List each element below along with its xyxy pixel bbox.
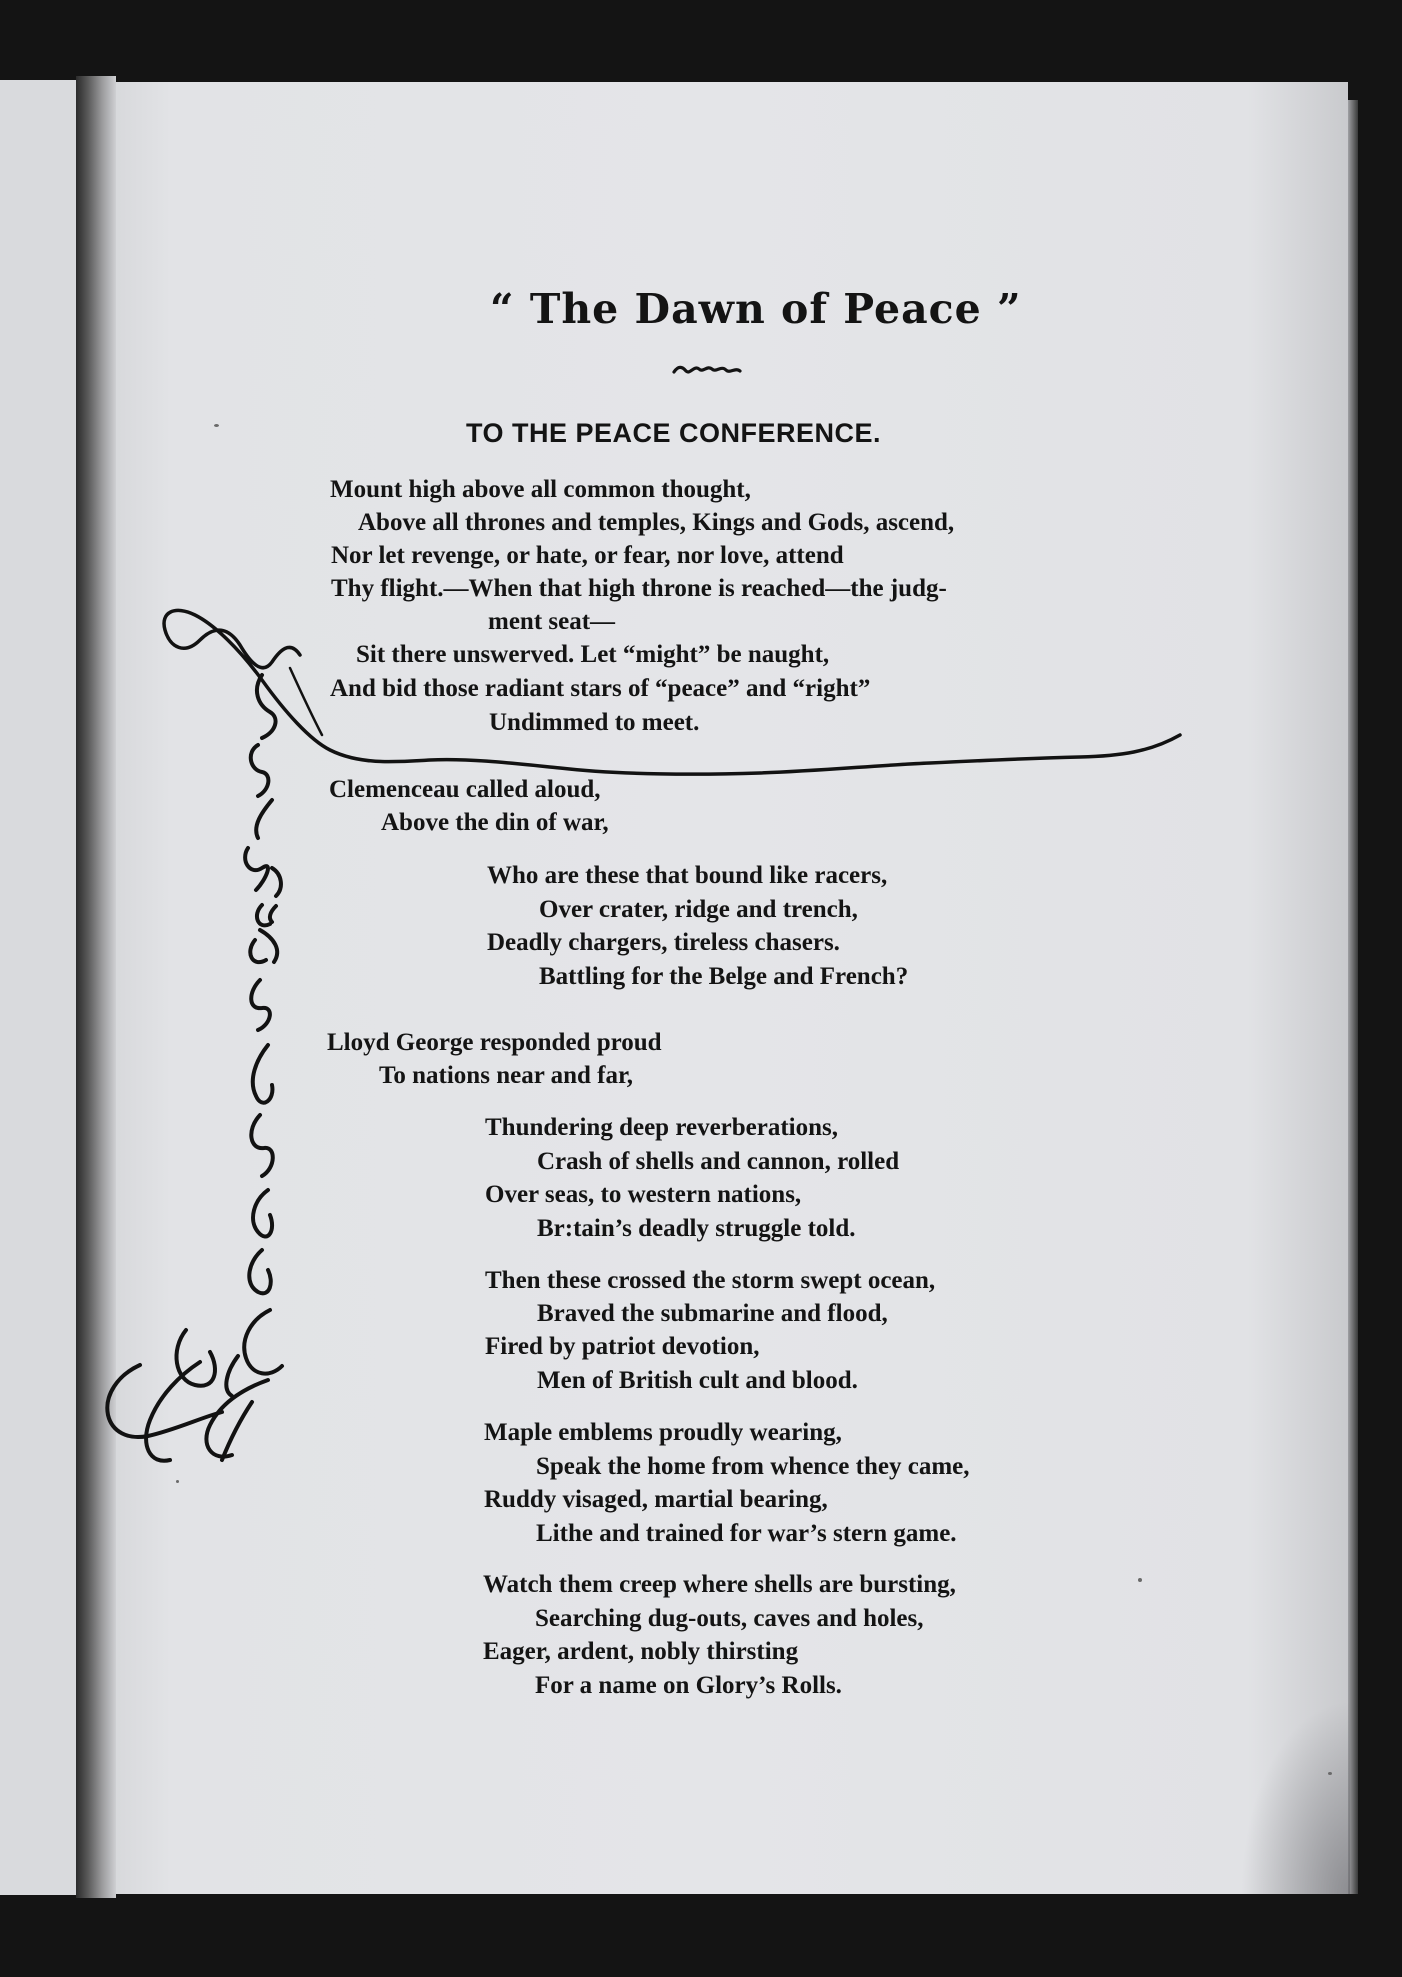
poem-line: Above the din of war, — [381, 809, 609, 836]
poem-line: Battling for the Belge and French? — [539, 963, 909, 990]
poem-line: Lithe and trained for war’s stern game. — [536, 1520, 957, 1547]
poem-heading: TO THE PEACE CONFERENCE. — [466, 418, 882, 448]
poem-line: Searching dug-outs, caves and holes, — [535, 1605, 924, 1632]
page-speck — [176, 1480, 179, 1483]
poem-line: Thundering deep reverberations, — [485, 1114, 839, 1141]
page-corner-shadow — [1240, 1700, 1350, 1894]
poem-line: Sit there unswerved. Let “might” be naught, — [356, 641, 830, 668]
page-speck — [1328, 1772, 1332, 1775]
page-right-edge — [1348, 100, 1358, 1894]
poem-title: “ The Dawn of Peace ” — [490, 285, 1022, 333]
poem-line: Maple emblems proudly wearing, — [484, 1419, 842, 1446]
poem-line: Undimmed to meet. — [489, 709, 700, 736]
poem-line: Clemenceau called aloud, — [329, 776, 601, 803]
book-gutter — [76, 76, 116, 1898]
poem-line: Eager, ardent, nobly thirsting — [483, 1638, 799, 1665]
poem-line: Over crater, ridge and trench, — [539, 896, 858, 923]
poem-line: Lloyd George responded proud — [327, 1029, 662, 1056]
poem-line: Thy flight.—When that high throne is reached—the judg- — [331, 575, 947, 602]
poem-line: Crash of shells and cannon, rolled — [537, 1148, 900, 1175]
poem-line: Deadly chargers, tireless chasers. — [487, 929, 840, 956]
poem-line: Br:tain’s deadly struggle told. — [537, 1215, 856, 1242]
facing-page-edge — [0, 80, 88, 1895]
poem-line: Fired by patriot devotion, — [485, 1333, 760, 1360]
poem-line: Mount high above all common thought, — [330, 476, 751, 503]
poem-line: To nations near and far, — [379, 1062, 634, 1089]
poem-line: Nor let revenge, or hate, or fear, nor love, attend — [331, 542, 844, 569]
title-ornament — [672, 362, 742, 376]
poem-line: Braved the submarine and flood, — [537, 1300, 888, 1327]
poem-line: Over seas, to western nations, — [485, 1181, 802, 1208]
poem-line: Ruddy visaged, martial bearing, — [484, 1486, 828, 1513]
poem-line: Speak the home from whence they came, — [536, 1453, 970, 1480]
poem-line: ment seat— — [488, 608, 616, 635]
poem-line: Above all thrones and temples, Kings and Gods, ascend, — [358, 509, 955, 536]
page-speck — [214, 424, 219, 427]
poem-line: Then these crossed the storm swept ocean, — [485, 1267, 936, 1294]
poem-line: And bid those radiant stars of “peace” and “right” — [330, 675, 871, 702]
poem-line: Men of British cult and blood. — [537, 1367, 858, 1394]
poem-line: Who are these that bound like racers, — [487, 862, 888, 889]
poem-line: Watch them creep where shells are bursting, — [483, 1571, 956, 1598]
page-speck — [1138, 1578, 1142, 1582]
poem-line: For a name on Glory’s Rolls. — [535, 1672, 842, 1699]
